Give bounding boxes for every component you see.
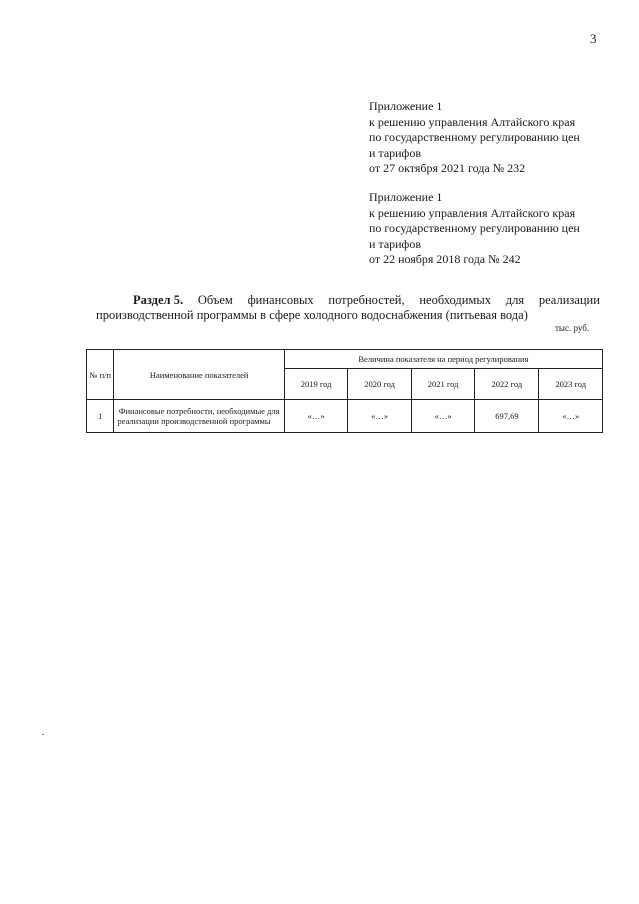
appendix-line: по государственному регулированию цен: [369, 221, 580, 235]
period-header: Величина показателя на период регулирования: [284, 350, 602, 369]
year-header: 2021 год: [411, 369, 474, 400]
appendix-line: от 27 октября 2021 года № 232: [369, 161, 526, 175]
units-label: тыс. руб.: [555, 323, 590, 333]
appendix-original-header: [369, 190, 619, 268]
table-header-row: [87, 350, 603, 369]
value-cell: «…»: [284, 400, 347, 433]
year-header: 2023 год: [539, 369, 603, 400]
appendix-line: Приложение 1: [369, 99, 443, 113]
col-name-header: Наименование показателей: [114, 350, 284, 400]
section-title-word: для: [505, 293, 525, 307]
appendix-line: по государственному регулированию цен: [369, 130, 580, 144]
section-title-word: потребностей,: [328, 293, 405, 307]
year-header: 2019 год: [284, 369, 347, 400]
value-cell: 697,69: [475, 400, 539, 433]
appendix-line: к решению управления Алтайского края: [369, 114, 576, 129]
section-title-word: финансовых: [247, 293, 314, 307]
value-cell: «…»: [411, 400, 474, 433]
appendix-line: и тарифов: [369, 145, 422, 160]
col-num-header: № п/п: [87, 350, 114, 400]
section-title-word: реализации: [538, 293, 600, 307]
financial-needs-table: [86, 349, 603, 433]
year-header: 2020 год: [348, 369, 411, 400]
year-header: 2022 год: [475, 369, 539, 400]
section-title-line-2: производственной программы в сфере холодного водоснабжения (питьевая вода): [96, 308, 528, 322]
scan-dot: [42, 734, 44, 735]
section-label: Раздел 5.: [133, 293, 184, 307]
section-title-word: Объем: [197, 293, 233, 307]
appendix-line: Приложение 1: [369, 190, 443, 204]
section-title-word: необходимых: [419, 293, 491, 307]
page-number: 3: [590, 31, 597, 46]
appendix-current-header: [369, 99, 619, 177]
table-row: [87, 400, 603, 433]
value-cell: «…»: [348, 400, 411, 433]
appendix-line: к решению управления Алтайского края: [369, 205, 576, 220]
value-cell: «…»: [539, 400, 603, 433]
section-title-line-1: [96, 293, 600, 308]
row-num: 1: [87, 400, 114, 433]
indicator-name: Финансовые потребности, необходимые для реализации производственной программы: [114, 400, 284, 433]
appendix-line: от 22 ноября 2018 года № 242: [369, 252, 521, 266]
section-title: [96, 293, 600, 323]
appendix-line: и тарифов: [369, 236, 422, 251]
